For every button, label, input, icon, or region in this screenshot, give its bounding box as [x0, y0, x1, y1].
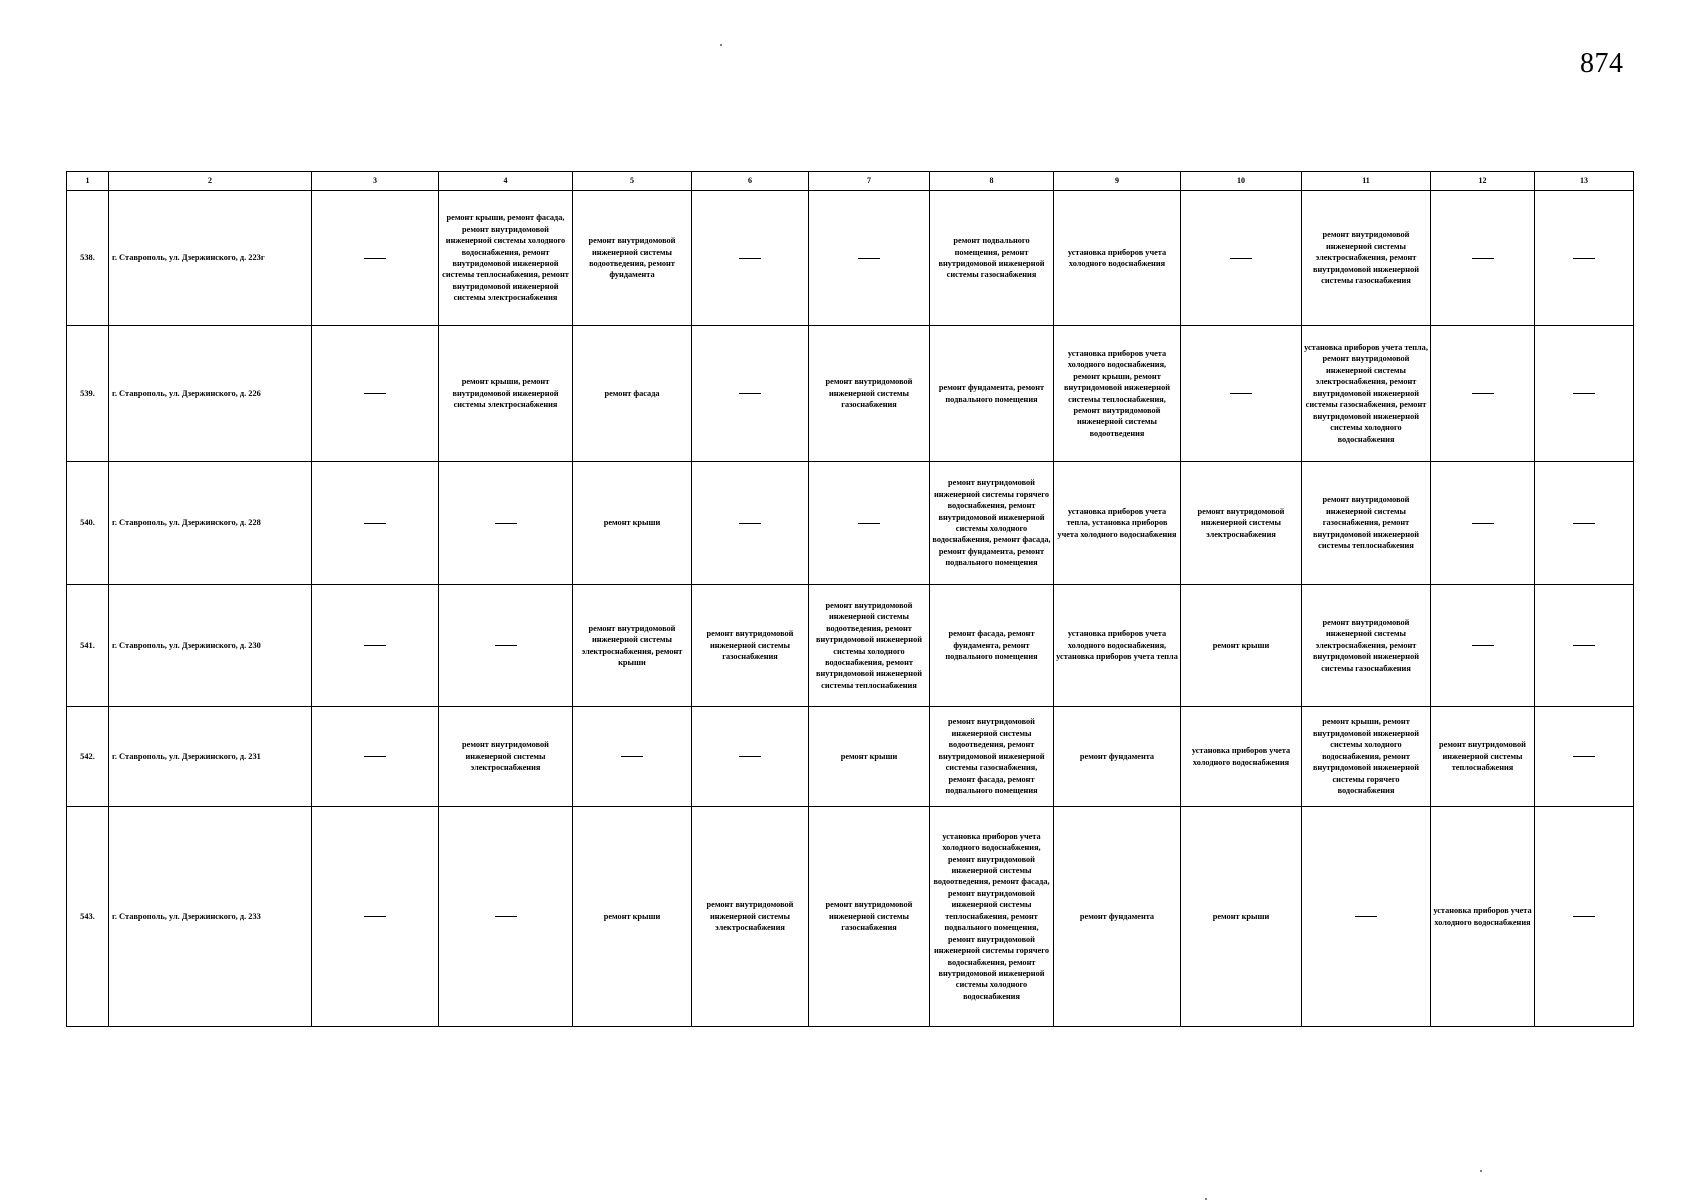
empty-cell [439, 807, 573, 1027]
dash-mark [1472, 258, 1494, 259]
dash-mark [1472, 523, 1494, 524]
dash-mark [1472, 645, 1494, 646]
row-address: г. Ставрополь, ул. Дзержинского, д. 228 [109, 462, 312, 585]
dash-mark [621, 756, 643, 757]
repair-schedule-table [66, 171, 1634, 1027]
empty-cell [573, 707, 692, 807]
empty-cell [1431, 191, 1535, 326]
row-number: 541. [67, 585, 109, 707]
table-row [67, 807, 1634, 1027]
work-cell: ремонт фундамента [1054, 807, 1181, 1027]
work-cell: ремонт крыши [573, 462, 692, 585]
col-header: 3 [312, 172, 439, 191]
dash-mark [1355, 916, 1377, 917]
work-cell: установка приборов учета холодного водоснабжения [1181, 707, 1302, 807]
empty-cell [1535, 707, 1634, 807]
work-cell: ремонт внутридомовой инженерной системы электроснабжения, ремонт внутридомовой инженерной системы газоснабжения [1302, 585, 1431, 707]
table-body [67, 191, 1634, 1027]
row-address: г. Ставрополь, ул. Дзержинского, д. 223г [109, 191, 312, 326]
work-cell: ремонт крыши [1181, 585, 1302, 707]
empty-cell [312, 585, 439, 707]
dash-mark [1573, 756, 1595, 757]
col-header: 2 [109, 172, 312, 191]
work-cell: ремонт подвального помещения, ремонт внутридомовой инженерной системы газоснабжения [930, 191, 1054, 326]
empty-cell [692, 707, 809, 807]
dash-mark [495, 523, 517, 524]
row-address: г. Ставрополь, ул. Дзержинского, д. 231 [109, 707, 312, 807]
row-number: 543. [67, 807, 109, 1027]
empty-cell [692, 462, 809, 585]
col-header: 10 [1181, 172, 1302, 191]
page-number: 874 [1580, 48, 1624, 79]
empty-cell [692, 326, 809, 462]
work-cell: ремонт фасада, ремонт фундамента, ремонт подвального помещения [930, 585, 1054, 707]
empty-cell [1431, 326, 1535, 462]
scan-speck [720, 44, 722, 46]
empty-cell [1181, 191, 1302, 326]
col-header: 13 [1535, 172, 1634, 191]
col-header: 5 [573, 172, 692, 191]
empty-cell [809, 191, 930, 326]
dash-mark [739, 258, 761, 259]
dash-mark [364, 756, 386, 757]
empty-cell [1302, 807, 1431, 1027]
dash-mark [364, 916, 386, 917]
empty-cell [312, 462, 439, 585]
row-number: 538. [67, 191, 109, 326]
empty-cell [439, 462, 573, 585]
work-cell: ремонт внутридомовой инженерной системы водоотведения, ремонт внутридомовой инженерной системы газоснабжения, ремонт фасада, ремонт подвального помещения [930, 707, 1054, 807]
table-row [67, 707, 1634, 807]
row-number: 540. [67, 462, 109, 585]
work-cell: ремонт внутридомовой инженерной системы электроснабжения [692, 807, 809, 1027]
work-cell: ремонт внутридомовой инженерной системы электроснабжения, ремонт крыши [573, 585, 692, 707]
empty-cell [1535, 326, 1634, 462]
empty-cell [692, 191, 809, 326]
work-cell: ремонт внутридомовой инженерной системы газоснабжения, ремонт внутридомовой инженерной системы теплоснабжения [1302, 462, 1431, 585]
empty-cell [312, 707, 439, 807]
work-cell: ремонт крыши [809, 707, 930, 807]
col-header: 6 [692, 172, 809, 191]
work-cell: ремонт крыши [1181, 807, 1302, 1027]
col-header: 4 [439, 172, 573, 191]
work-cell: ремонт фундамента, ремонт подвального помещения [930, 326, 1054, 462]
table-row [67, 462, 1634, 585]
row-address: г. Ставрополь, ул. Дзержинского, д. 226 [109, 326, 312, 462]
empty-cell [1181, 326, 1302, 462]
dash-mark [1573, 645, 1595, 646]
work-cell: ремонт крыши [573, 807, 692, 1027]
work-cell: ремонт фасада [573, 326, 692, 462]
col-header: 1 [67, 172, 109, 191]
col-header: 7 [809, 172, 930, 191]
work-cell: установка приборов учета тепла, ремонт внутридомовой инженерной системы электроснабжения, ремонт внутридомовой инженерной системы газоснабжения, ремонт внутридомовой инженерной системы холодного водоснабжения [1302, 326, 1431, 462]
empty-cell [1535, 191, 1634, 326]
row-address: г. Ставрополь, ул. Дзержинского, д. 233 [109, 807, 312, 1027]
dash-mark [495, 916, 517, 917]
work-cell: ремонт фундамента [1054, 707, 1181, 807]
dash-mark [858, 258, 880, 259]
row-number: 539. [67, 326, 109, 462]
dash-mark [739, 393, 761, 394]
empty-cell [1431, 462, 1535, 585]
work-cell: установка приборов учета холодного водоснабжения [1054, 191, 1181, 326]
empty-cell [1535, 585, 1634, 707]
row-address: г. Ставрополь, ул. Дзержинского, д. 230 [109, 585, 312, 707]
dash-mark [1573, 393, 1595, 394]
work-cell: установка приборов учета холодного водоснабжения [1431, 807, 1535, 1027]
dash-mark [495, 645, 517, 646]
work-cell: ремонт крыши, ремонт внутридомовой инженерной системы электроснабжения [439, 326, 573, 462]
work-cell: ремонт внутридомовой инженерной системы горячего водоснабжения, ремонт внутридомовой инженерной системы холодного водоснабжения, ремонт фасада, ремонт фундамента, ремонт подвального помещения [930, 462, 1054, 585]
header-row [67, 172, 1634, 191]
dash-mark [1472, 393, 1494, 394]
table-row [67, 191, 1634, 326]
empty-cell [439, 585, 573, 707]
empty-cell [1535, 462, 1634, 585]
dash-mark [739, 756, 761, 757]
work-cell: ремонт внутридомовой инженерной системы газоснабжения [809, 326, 930, 462]
dash-mark [1573, 523, 1595, 524]
dash-mark [364, 258, 386, 259]
dash-mark [364, 393, 386, 394]
dash-mark [739, 523, 761, 524]
work-cell: установка приборов учета тепла, установка приборов учета холодного водоснабжения [1054, 462, 1181, 585]
work-cell: ремонт внутридомовой инженерной системы водоотведения, ремонт внутридомовой инженерной системы холодного водоснабжения, ремонт внутридомовой инженерной системы теплоснабжения [809, 585, 930, 707]
empty-cell [312, 191, 439, 326]
work-cell: ремонт внутридомовой инженерной системы электроснабжения [1181, 462, 1302, 585]
dash-mark [364, 523, 386, 524]
empty-cell [1535, 807, 1634, 1027]
work-cell: ремонт крыши, ремонт внутридомовой инженерной системы холодного водоснабжения, ремонт внутридомовой инженерной системы горячего водоснабжения [1302, 707, 1431, 807]
empty-cell [809, 462, 930, 585]
table-row [67, 585, 1634, 707]
table-row [67, 326, 1634, 462]
work-cell: ремонт внутридомовой инженерной системы электроснабжения [439, 707, 573, 807]
dash-mark [858, 523, 880, 524]
row-number: 542. [67, 707, 109, 807]
scan-speck [1480, 1170, 1482, 1172]
work-cell: ремонт внутридомовой инженерной системы газоснабжения [692, 585, 809, 707]
work-cell: ремонт крыши, ремонт фасада, ремонт внутридомовой инженерной системы холодного водоснабжения, ремонт внутридомовой инженерной системы теплоснабжения, ремонт внутридомовой инженерной системы электроснабжения [439, 191, 573, 326]
col-header: 8 [930, 172, 1054, 191]
dash-mark [1230, 393, 1252, 394]
work-cell: ремонт внутридомовой инженерной системы водоотведения, ремонт фундамента [573, 191, 692, 326]
work-cell: установка приборов учета холодного водоснабжения, ремонт внутридомовой инженерной системы водоотведения, ремонт фасада, ремонт внутридомовой инженерной системы теплоснабжения, ремонт подвального помещения, ремонт внутридомовой инженерной системы горячего водоснабжения, ремонт внутридомовой инженерной системы холодного водоснабжения [930, 807, 1054, 1027]
dash-mark [364, 645, 386, 646]
work-cell: установка приборов учета холодного водоснабжения, установка приборов учета тепла [1054, 585, 1181, 707]
dash-mark [1573, 916, 1595, 917]
empty-cell [312, 807, 439, 1027]
empty-cell [312, 326, 439, 462]
col-header: 12 [1431, 172, 1535, 191]
work-cell: ремонт внутридомовой инженерной системы газоснабжения [809, 807, 930, 1027]
dash-mark [1573, 258, 1595, 259]
work-cell: установка приборов учета холодного водоснабжения, ремонт крыши, ремонт внутридомовой инженерной системы теплоснабжения, ремонт внутридомовой инженерной системы водоотведения [1054, 326, 1181, 462]
work-cell: ремонт внутридомовой инженерной системы электроснабжения, ремонт внутридомовой инженерной системы газоснабжения [1302, 191, 1431, 326]
work-cell: ремонт внутридомовой инженерной системы теплоснабжения [1431, 707, 1535, 807]
empty-cell [1431, 585, 1535, 707]
col-header: 11 [1302, 172, 1431, 191]
col-header: 9 [1054, 172, 1181, 191]
dash-mark [1230, 258, 1252, 259]
